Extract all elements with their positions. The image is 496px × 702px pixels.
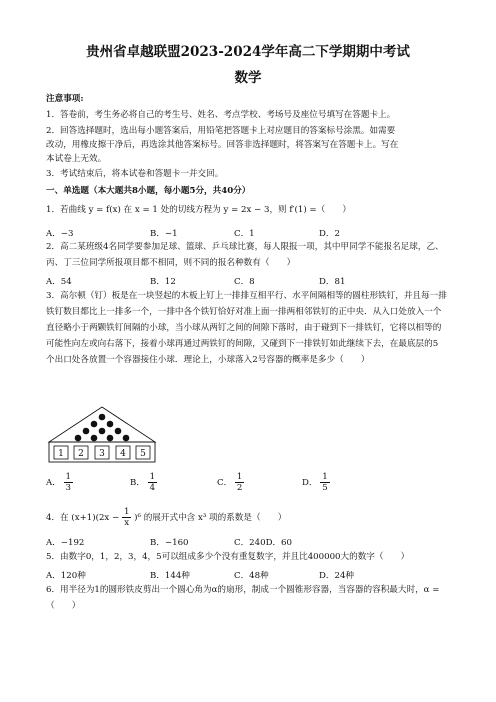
- notes-heading: 注意事项:: [46, 94, 84, 104]
- q2-option-d: D．81: [319, 277, 346, 287]
- q3-line: 3．高尔顿（钉）板是在一块竖起的木板上钉上一排排互相平行、水平间隔相等的圆柱形铁钉，并且每一排: [46, 291, 447, 301]
- q3-option-c: C． $\frac{1}{2}$: [217, 472, 243, 493]
- note-line: 改动，用橡皮擦干净后，再选涂其他答案标号。回答非选择题时，将答案写在答题卡上。写在: [46, 140, 399, 150]
- q3-line: 个出口处各放置一个容器接住小球．理论上，小球落入2号容器的概率是多少（ ）: [46, 355, 370, 365]
- q4-stem: 4．在 (x+1)(2x − $\frac{1}{x}$ )⁶ 的展开式中含 x³ 项的系数是（ ）: [46, 507, 287, 528]
- q3-option-d: D． $\frac{1}{5}$: [302, 472, 328, 493]
- note-line: 2．回答选择题时，选出每小题答案后，用铅笔把答题卡上对应题目的答案标号涂黑。如需要: [46, 126, 396, 136]
- q5-stem: 5．由数字0，1，2，3，4，5可以组成多少个没有重复数字，并且比400000大的数字（ ）: [46, 552, 410, 562]
- q3-line: 铁钉数目都比上一排多一个，一排中各个铁钉恰好对准上面一排两相邻铁钉的正中央．从入口处放入一个: [46, 307, 442, 317]
- peg: [83, 428, 90, 435]
- q3-option-a: A． $\frac{1}{3}$: [46, 472, 72, 493]
- peg: [123, 435, 130, 442]
- q1-option-b: B．−1: [150, 229, 178, 239]
- note-line: 1．答卷前，考生务必将自己的考生号、姓名、考点学校、考场号及座位号填写在答题卡上。: [46, 110, 396, 120]
- section-heading: 一、单选题（本大题共8小题，每小题5分，共40分）: [46, 186, 251, 196]
- q5-option-a: A．120种: [46, 571, 86, 581]
- q5-option-d: D．24种: [319, 571, 355, 581]
- galton-board-figure: [46, 406, 158, 466]
- peg: [99, 428, 106, 435]
- q2-line: 2．高二某班级4名同学要参加足球、篮球、乒乓球比赛，每人限报一项，其中甲同学不能报名足球，乙、: [46, 242, 444, 252]
- q6-stem: 6．用半径为1的圆形铁皮剪出一个圆心角为α的扇形，制成一个圆锥形容器，当容器的容积最大时，α =: [46, 585, 440, 595]
- q4-option-b: B．−160: [150, 538, 189, 548]
- peg: [75, 435, 82, 442]
- q5-option-b: B．144种: [150, 571, 190, 581]
- q2-option-c: C．8: [234, 277, 255, 287]
- exam-title: 贵州省卓越联盟2023-2024学年高二下学期期中考试: [86, 44, 410, 60]
- peg: [91, 421, 98, 428]
- bin-label: 5: [140, 449, 146, 459]
- q2-option-b: B．12: [150, 277, 176, 287]
- bin-label: 1: [58, 449, 64, 459]
- q1-option-a: A．−3: [46, 229, 74, 239]
- q3-option-b: B． $\frac{1}{4}$: [130, 472, 156, 493]
- q4-option-a: A．−192: [46, 538, 85, 548]
- peg: [107, 421, 114, 428]
- q3-line: 可能性向左或向右落下，接着小球再通过两铁钉的间隙，又碰到下一排铁钉如此继续下去，在最底层的5: [46, 339, 439, 349]
- q1-option-c: C．1: [234, 229, 255, 239]
- bin-label: 4: [120, 449, 126, 459]
- q4-option-cd: C．240D．60: [234, 538, 292, 548]
- peg: [115, 428, 122, 435]
- q6-answer-blank: （ ）: [46, 601, 81, 611]
- q1-option-d: D．2: [319, 229, 340, 239]
- note-line: 3．考试结束后，将本试卷和答题卡一并交回。: [46, 169, 224, 179]
- board-outline: [49, 407, 155, 442]
- pegs: [75, 414, 130, 442]
- exam-subject: 数学: [234, 70, 262, 86]
- bin-label: 2: [78, 449, 84, 459]
- note-line: 本试卷上无效。: [46, 154, 107, 164]
- q1-stem: 1．若曲线 y = f(x) 在 x = 1 处的切线方程为 y = 2x − 3，则 f′(1) =（ ）: [46, 205, 351, 215]
- q2-option-a: A．54: [46, 277, 72, 287]
- peg: [107, 435, 114, 442]
- peg: [99, 414, 106, 421]
- bin-label: 3: [99, 449, 105, 459]
- q3-line: 直径略小于两颗铁钉间隔的小球，当小球从两钉之间的间隙下落时，由于碰到下一排铁钉，它将以相等的: [46, 323, 442, 333]
- peg: [91, 435, 98, 442]
- q5-option-c: C．48种: [234, 571, 269, 581]
- q2-line: 丙、丁三位同学所报项目都不相同，则不同的报名种数有（ ）: [46, 258, 296, 268]
